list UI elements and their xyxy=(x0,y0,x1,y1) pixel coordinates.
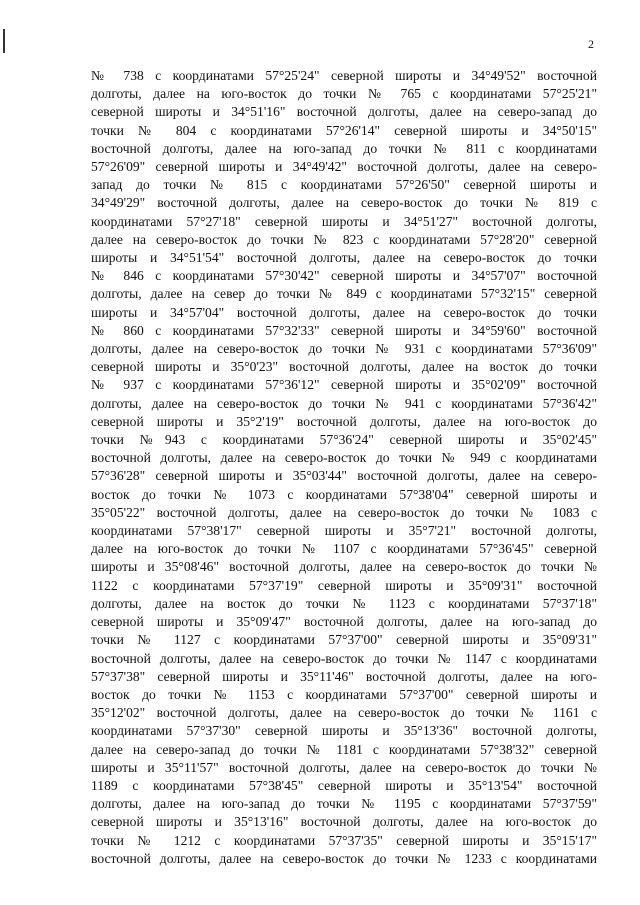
text-line: № 846 с координатами 57°30'42" северной широты и 34°57'07" восточной xyxy=(91,268,597,284)
text-line: северной широты и 34°51'16" восточной долготы, далее на северо-запад до xyxy=(91,104,597,120)
text-line: запад до точки № 815 с координатами 57°26'50" северной широты и xyxy=(91,177,597,193)
page-number: 2 xyxy=(588,37,594,51)
text-line: 1189 с координатами 57°38'45" северной широты и 35°13'54" восточной xyxy=(91,777,597,793)
text-line: 57°26'09" северной широты и 34°49'42" восточной долготы, далее на северо- xyxy=(91,159,597,175)
scan-edge-mark xyxy=(3,29,5,53)
text-line: № 937 с координатами 57°36'12" северной широты и 35°02'09" восточной xyxy=(91,377,597,393)
text-line: северной широты и 35°09'47" восточной долготы, далее на юго-запад до xyxy=(91,614,597,630)
text-line: точки № 804 с координатами 57°26'14" северной широты и 34°50'15" xyxy=(91,122,597,138)
text-line: восточной долготы, далее на северо-восток до точки № 1233 с координатами xyxy=(91,850,597,866)
text-line: широты и 34°51'54" восточной долготы, далее на северо-восток до точки xyxy=(91,250,597,266)
text-line: 1122 с координатами 57°37'19" северной широты и 35°09'31" восточной xyxy=(91,577,597,593)
text-line: восточной долготы, далее на северо-восток до точки № 949 с координатами xyxy=(91,450,597,466)
text-line: точки № 1212 с координатами 57°37'35" северной широты и 35°15'17" xyxy=(91,832,597,848)
text-line: координатами 57°38'17" северной широты и 35°7'21" восточной долготы, xyxy=(91,523,597,539)
text-line: широты и 34°57'04" восточной долготы, далее на северо-восток до точки xyxy=(91,304,597,320)
text-line: № 860 с координатами 57°32'33" северной широты и 34°59'60" восточной xyxy=(91,322,597,338)
text-line: 35°05'22" восточной долготы, далее на северо-восток до точки № 1083 с xyxy=(91,504,597,520)
text-line: долготы, далее на северо-восток до точки № 941 с координатами 57°36'42" xyxy=(91,395,597,411)
text-line: широты и 35°08'46" восточной долготы, далее на северо-восток до точки № xyxy=(91,559,597,575)
text-line: восток до точки № 1153 с координатами 57°37'00" северной широты и xyxy=(91,686,597,702)
text-line: точки № 1127 с координатами 57°37'00" северной широты и 35°09'31" xyxy=(91,632,597,648)
text-line: 34°49'29" восточной долготы, далее на северо-восток до точки № 819 с xyxy=(91,195,597,211)
text-line: далее на северо-запад до точки № 1181 с координатами 57°38'32" северной xyxy=(91,741,597,757)
text-line: далее на северо-восток до точки № 823 с координатами 57°28'20" северной xyxy=(91,231,597,247)
text-line: северной широты и 35°13'16" восточной долготы, далее на юго-восток до xyxy=(91,814,597,830)
text-line: 57°37'38" северной широты и 35°11'46" восточной долготы, далее на юго- xyxy=(91,668,597,684)
text-line: координатами 57°27'18" северной широты и 34°51'27" восточной долготы, xyxy=(91,213,597,229)
text-line: № 738 с координатами 57°25'24" северной широты и 34°49'52" восточной xyxy=(91,68,597,83)
body-text xyxy=(91,67,597,868)
text-line: восток до точки № 1073 с координатами 57°38'04" северной широты и xyxy=(91,486,597,502)
text-line: долготы, далее на север до точки № 849 с координатами 57°32'15" северной xyxy=(91,286,597,302)
text-line: далее на юго-восток до точки № 1107 с координатами 57°36'45" северной xyxy=(91,541,597,557)
text-line: северной широты и 35°2'19" восточной долготы, далее на юго-восток до xyxy=(91,413,597,429)
text-line: восточной долготы, далее на юго-запад до точки № 811 с координатами xyxy=(91,140,597,156)
text-line: 57°36'28" северной широты и 35°03'44" восточной долготы, далее на северо- xyxy=(91,468,597,484)
text-line: северной широты и 35°0'23" восточной долготы, далее на восток до точки xyxy=(91,359,597,375)
text-line: долготы, далее на восток до точки № 1123 с координатами 57°37'18" xyxy=(91,595,597,611)
text-line: долготы, далее на северо-восток до точки № 931 с координатами 57°36'09" xyxy=(91,341,597,357)
text-line: долготы, далее на юго-запад до точки № 1195 с координатами 57°37'59" xyxy=(91,796,597,812)
text-line: восточной долготы, далее на северо-восток до точки № 1147 с координатами xyxy=(91,650,597,666)
text-line: 35°12'02" восточной долготы, далее на северо-восток до точки № 1161 с xyxy=(91,705,597,721)
text-line: долготы, далее на юго-восток до точки № 765 с координатами 57°25'21" xyxy=(91,86,597,102)
text-line: широты и 35°11'57" восточной долготы, далее на северо-восток до точки № xyxy=(91,759,597,775)
text-line: координатами 57°37'30" северной широты и 35°13'36" восточной долготы, xyxy=(91,723,597,739)
text-line: точки №943 с координатами 57°36'24" северной широты и 35°02'45" xyxy=(91,432,597,448)
